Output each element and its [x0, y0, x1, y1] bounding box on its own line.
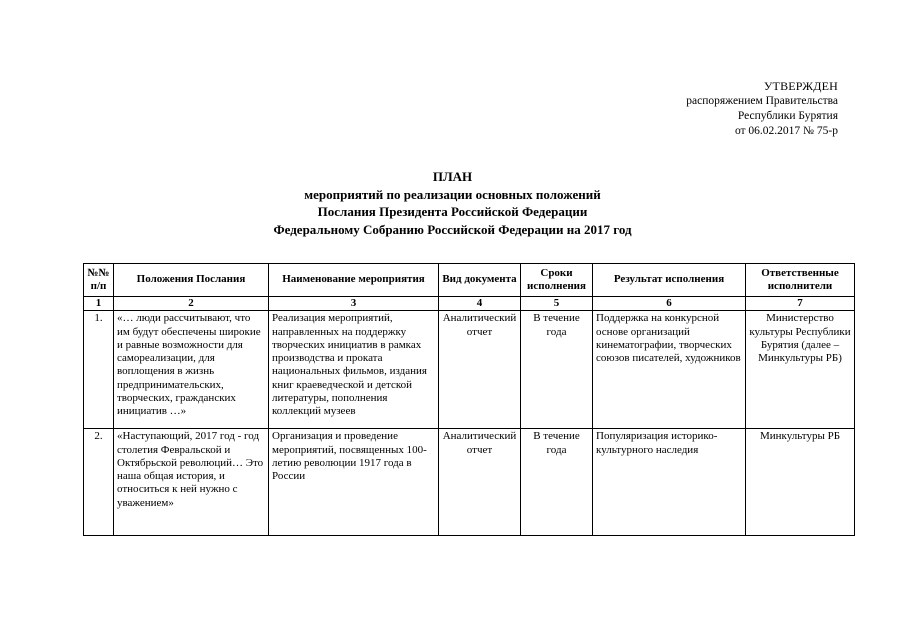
column-number: 3: [269, 297, 439, 311]
header-deadline: Сроки исполнения: [521, 264, 593, 297]
cell-result: Популяризация историко-культурного наследия: [593, 429, 746, 536]
table-row: [84, 429, 855, 536]
title-line-3: Послания Президента Российской Федерации: [317, 204, 588, 219]
column-number: 1: [84, 297, 114, 311]
column-number: 2: [114, 297, 269, 311]
cell-deadline: В течение года: [521, 311, 593, 429]
cell-doc-type: Аналитический отчет: [439, 311, 521, 429]
header-num: №№ п/п: [84, 264, 114, 297]
cell-result: Поддержка на конкурсной основе организаций кинематографии, творческих союзов писателей, художников: [593, 311, 746, 429]
cell-responsible: Минкультуры РБ: [746, 429, 855, 536]
title-line-4: Федеральному Собранию Российской Федерации на 2017 год: [273, 221, 632, 237]
column-number-row: [84, 297, 855, 311]
cell-doc-type: Аналитический отчет: [439, 429, 521, 536]
approval-line-3: от 06.02.2017 № 75-р: [734, 125, 838, 137]
approval-line-2: Республики Бурятия: [737, 110, 838, 122]
cell-num: 2.: [84, 429, 114, 536]
cell-provision: «Наступающий, 2017 год - год столетия Февральской и Октябрьской революций… Это наша общая история, и относиться к ней нужно с уважением»: [114, 429, 269, 536]
cell-event: Реализация мероприятий, направленных на поддержку творческих инициатив в рамках производства и проката национальных фильмов, издания книг краеведческой и детской литературы, пополнения коллекций музеев: [269, 311, 439, 429]
document-title: [0, 168, 905, 238]
cell-num: 1.: [84, 311, 114, 429]
column-number: 7: [746, 297, 855, 311]
header-provision: Положения Послания: [114, 264, 269, 297]
column-number: 5: [521, 297, 593, 311]
cell-deadline: В течение года: [521, 429, 593, 536]
cell-provision: «… люди рассчитывают, что им будут обеспечены широкие и равные возможности для самореализации, для воплощения в жизнь предпринимательских, творческих, гражданских инициатив …»: [114, 311, 269, 429]
table-header-row: [84, 264, 855, 297]
title-line-2: мероприятий по реализации основных положений: [304, 186, 601, 202]
header-event: Наименование мероприятия: [269, 264, 439, 297]
cell-responsible: Министерство культуры Республики Бурятия (далее – Минкультуры РБ): [746, 311, 855, 429]
approval-line-1: распоряжением Правительства: [686, 95, 838, 107]
column-number: 6: [593, 297, 746, 311]
plan-table: [83, 263, 855, 536]
table-row: [84, 311, 855, 429]
title-line-1: ПЛАН: [432, 169, 473, 184]
header-responsible: Ответственные исполнители: [746, 264, 855, 297]
column-number: 4: [439, 297, 521, 311]
header-doc-type: Вид документа: [439, 264, 521, 297]
approval-heading: УТВЕРЖДЕН: [763, 79, 838, 93]
approval-stamp: [578, 79, 838, 139]
header-result: Результат исполнения: [593, 264, 746, 297]
cell-event: Организация и проведение мероприятий, посвященных 100-летию революции 1917 года в России: [269, 429, 439, 536]
